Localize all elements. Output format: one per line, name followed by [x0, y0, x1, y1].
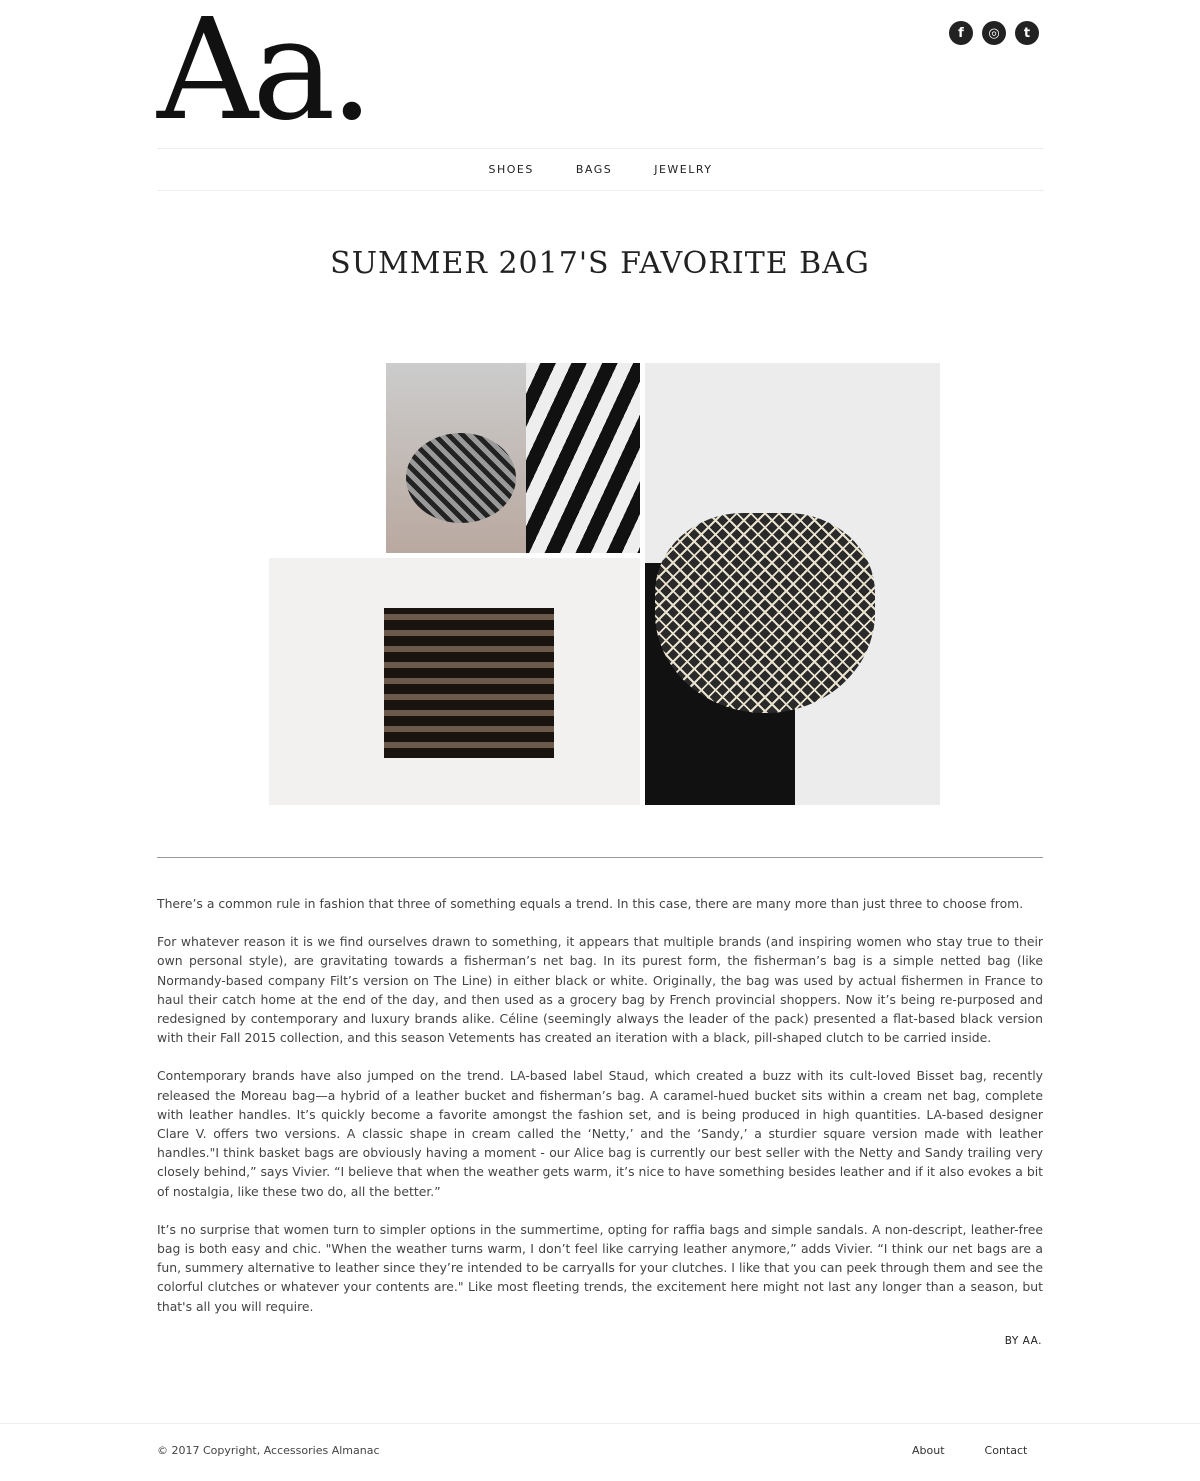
- site-logo[interactable]: Aa.: [157, 0, 369, 152]
- divider: [157, 857, 1043, 858]
- nav-bags[interactable]: BAGS: [575, 163, 613, 176]
- main-nav: [157, 148, 1044, 191]
- twitter-icon[interactable]: t: [1015, 21, 1039, 45]
- nav-shoes[interactable]: SHOES: [488, 163, 534, 176]
- paragraph: There’s a common rule in fashion that three of something equals a trend. In this case, there are many more than just three to choose from.: [157, 896, 1024, 911]
- article-body: [157, 894, 1043, 1335]
- facebook-icon[interactable]: f: [949, 21, 973, 45]
- paragraph: For whatever reason it is we find ourselves drawn to something, it appears that multiple brands (and inspiring women who stay true to their own personal style), are gravitating towards a fisherman’s net bag. In its purest form, the fisherman’s bag is a simple netted bag (like Normandy-based company Filt’s version on The Line) in either black or white. Originally, the bag was used by actual fishermen in France to haul their catch home at the end of the day, and then used as a grocery bag by French provincial shoppers. Now it’s being re-purposed and redesigned by contemporary and luxury brands alike. Céline (seemingly always the leader of the pack) presented a flat-based black version with their Fall 2015 collection, and this season Vetements has created an iteration with a black, pill-shaped clutch to be carried inside.: [157, 934, 1043, 1046]
- footer-links: [912, 1444, 1027, 1457]
- photo-zebra-bag: [386, 363, 640, 553]
- footer: [0, 1423, 1200, 1424]
- photo-cream-net-bag: [645, 363, 940, 805]
- footer-link-about[interactable]: About: [912, 1444, 945, 1457]
- footer-link-contact[interactable]: Contact: [984, 1444, 1028, 1457]
- paragraph: It’s no surprise that women turn to simpler options in the summertime, opting for raffia bags and simple sandals. A non-descript, leather-free bag is both easy and chic. "When the weather turns warm, I don’t feel like carrying leather anymore,” adds Vivier. “I think our net bags are a fun, summery alternative to leather since they’re intended to be carryalls for your clutches. I like that you can peek through them and see the colorful clutches or whatever your contents are." Like most fleeting trends, the excitement here might not last any longer than a season, but that's all you will require.: [157, 1221, 1043, 1314]
- article-title: SUMMER 2017'S FAVORITE BAG: [330, 246, 870, 281]
- instagram-icon[interactable]: ◎: [982, 21, 1006, 45]
- social-links: [949, 21, 1039, 45]
- nav-jewelry[interactable]: JEWELRY: [654, 163, 713, 176]
- photo-black-net-tote: [269, 558, 640, 805]
- copyright: © 2017 Copyright, Accessories Almanac: [157, 1444, 380, 1457]
- paragraph: Contemporary brands have also jumped on the trend. LA-based label Staud, which created a buzz with its cult-loved Bisset bag, recently released the Moreau bag—a hybrid of a leather bucket and fisherman’s bag. A caramel-hued bucket sits within a cream net bag, complete with leather handles. It’s quickly become a favorite amongst the fashion set, and is being produced in high quantities. LA-based designer Clare V. offers two versions. A classic shape in cream called the ‘Netty,’ and the ‘Sandy,’ a sturdier square version made with leather handles."I think basket bags are obviously having a moment - our Alice bag is currently our best seller with the Netty and Sandy trailing very closely behind,” says Vivier. “I believe that when the weather gets warm, it’s nice to have something besides leather and if it also evokes a bit of nostalgia, like these two do, all the better.”: [157, 1068, 1043, 1199]
- byline: BY AA.: [1004, 1335, 1042, 1347]
